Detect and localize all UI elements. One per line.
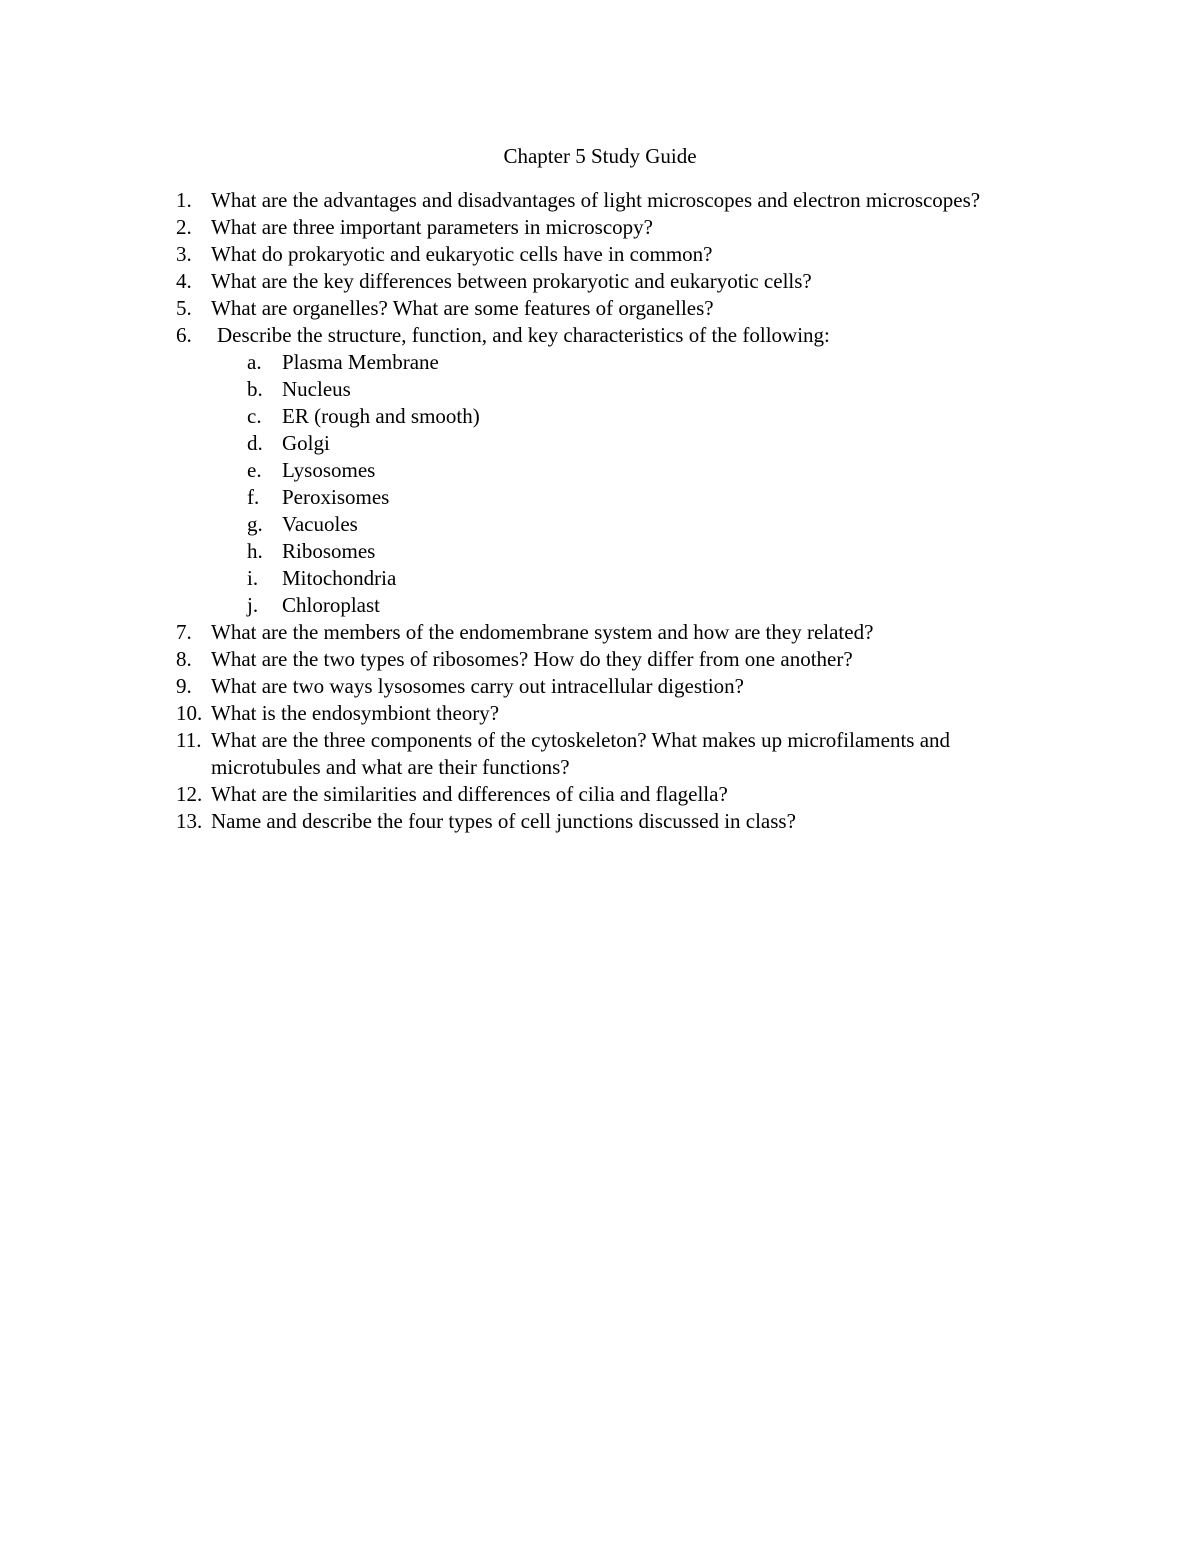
question-item <box>0 673 1200 700</box>
question-number: 6. <box>176 323 192 347</box>
question-text: What are the three components of the cytoskeleton? What makes up microfilaments and microtubules and what are their functions? <box>211 728 951 779</box>
question-text: Name and describe the four types of cell junctions discussed in class? <box>211 809 796 833</box>
sub-item <box>0 376 1200 403</box>
question-item <box>0 808 1200 835</box>
question-text: What are the two types of ribosomes? How do they differ from one another? <box>211 647 853 671</box>
question-item <box>0 268 1200 295</box>
question-item <box>0 322 1200 349</box>
question-text: Describe the structure, function, and key characteristics of the following: <box>217 323 830 347</box>
sub-item-letter: j. <box>247 593 259 617</box>
sub-item-letter: h. <box>247 539 263 563</box>
sub-item <box>0 565 1200 592</box>
question-text: What are two ways lysosomes carry out intracellular digestion? <box>211 674 744 698</box>
question-number: 2. <box>176 215 192 239</box>
sub-item-letter: e. <box>247 458 262 482</box>
sub-item-letter: a. <box>247 350 262 374</box>
sub-item <box>0 484 1200 511</box>
sub-item <box>0 403 1200 430</box>
question-item <box>0 241 1200 268</box>
question-item <box>0 727 1200 781</box>
question-text: What are organelles? What are some features of organelles? <box>211 296 714 320</box>
question-number: 9. <box>176 674 192 698</box>
sub-item-text: Vacuoles <box>282 512 358 536</box>
organelle-sublist <box>0 349 1200 619</box>
organelle-sublist-container <box>0 349 1200 619</box>
question-number: 7. <box>176 620 192 644</box>
question-text: What are the members of the endomembrane system and how are they related? <box>211 620 874 644</box>
sub-item <box>0 592 1200 619</box>
sub-item-text: Peroxisomes <box>282 485 390 509</box>
question-item <box>0 646 1200 673</box>
sub-item-text: Plasma Membrane <box>282 350 439 374</box>
question-number: 10. <box>176 701 203 725</box>
sub-item-text: Chloroplast <box>282 593 380 617</box>
sub-item-letter: d. <box>247 431 263 455</box>
sub-item-letter: b. <box>247 377 263 401</box>
question-text: What do prokaryotic and eukaryotic cells have in common? <box>211 242 713 266</box>
sub-item-text: Lysosomes <box>282 458 376 482</box>
question-number: 5. <box>176 296 192 320</box>
question-number: 3. <box>176 242 192 266</box>
sub-item-letter: f. <box>247 485 260 509</box>
question-text: What is the endosymbiont theory? <box>211 701 500 725</box>
sub-item-text: Mitochondria <box>282 566 397 590</box>
sub-item <box>0 511 1200 538</box>
question-text: What are three important parameters in microscopy? <box>211 215 653 239</box>
question-number: 13. <box>176 809 203 833</box>
question-item <box>0 295 1200 322</box>
question-number: 1. <box>176 188 192 212</box>
sub-item <box>0 349 1200 376</box>
question-text: What are the advantages and disadvantages of light microscopes and electron microscopes? <box>211 188 981 212</box>
question-number: 4. <box>176 269 192 293</box>
question-item <box>0 187 1200 214</box>
question-number: 12. <box>176 782 203 806</box>
sub-item-letter: c. <box>247 404 262 428</box>
sub-item <box>0 538 1200 565</box>
question-list <box>0 187 1200 835</box>
question-item <box>0 214 1200 241</box>
question-number: 11. <box>176 728 202 752</box>
question-item <box>0 619 1200 646</box>
question-item <box>0 781 1200 808</box>
sub-item-letter: g. <box>247 512 263 536</box>
sub-item <box>0 430 1200 457</box>
page-title: Chapter 5 Study Guide <box>503 144 697 168</box>
question-number: 8. <box>176 647 192 671</box>
sub-item-text: Nucleus <box>282 377 351 401</box>
sub-item <box>0 457 1200 484</box>
sub-item-text: Golgi <box>282 431 330 455</box>
question-item <box>0 700 1200 727</box>
question-text: What are the similarities and differences of cilia and flagella? <box>211 782 728 806</box>
question-text: What are the key differences between prokaryotic and eukaryotic cells? <box>211 269 812 293</box>
sub-item-text: ER (rough and smooth) <box>282 404 480 428</box>
sub-item-letter: i. <box>247 566 259 590</box>
sub-item-text: Ribosomes <box>282 539 376 563</box>
